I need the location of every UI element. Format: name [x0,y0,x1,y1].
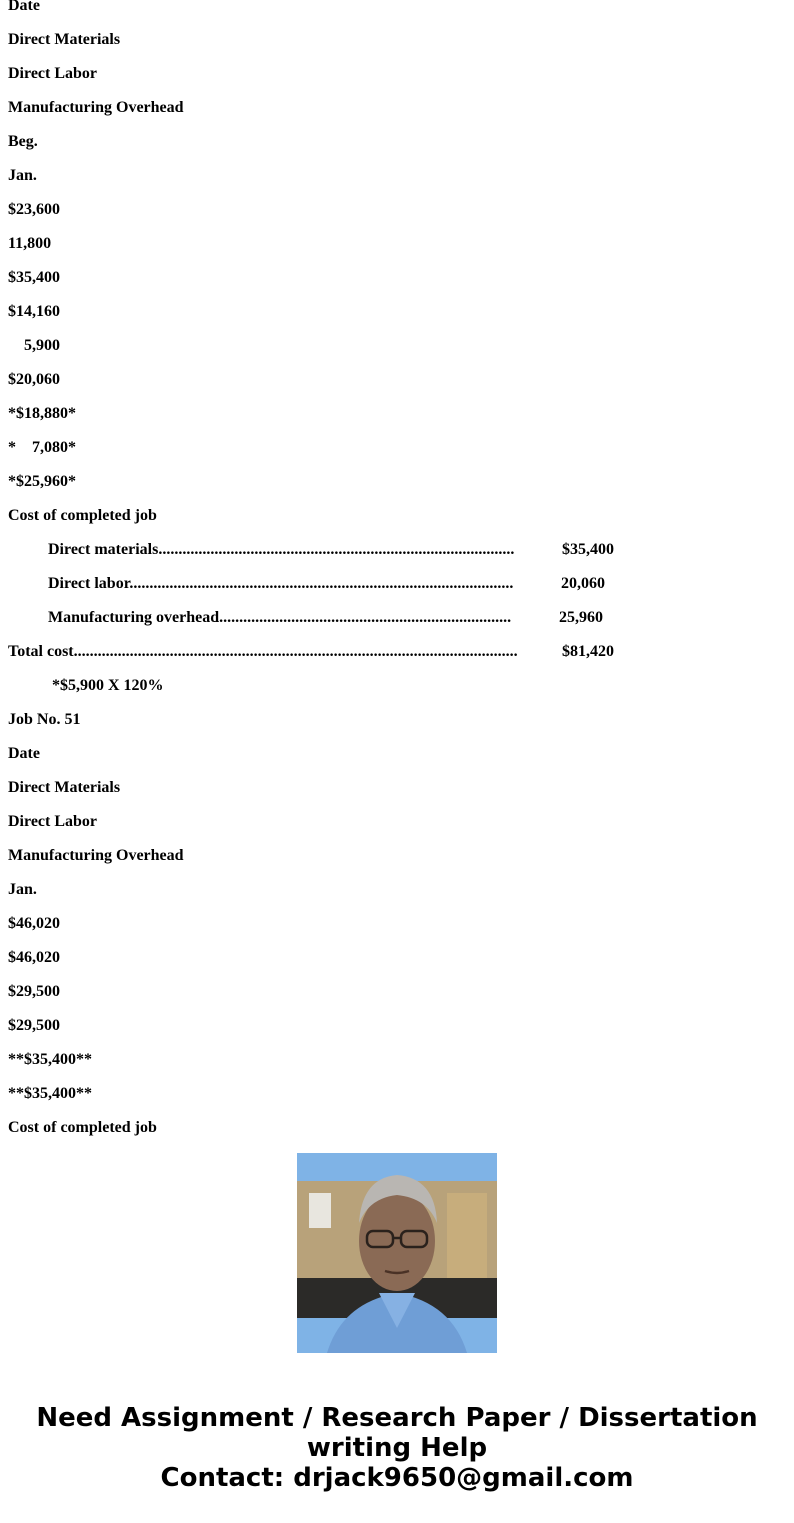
mo-jan: * 7,080* [8,439,76,456]
mo-total: *$25,960* [8,473,76,490]
summary-label-direct-labor: Direct labor................................................................................................ [48,575,514,592]
summary-value-manufacturing-overhead: 25,960 [559,609,603,626]
job-51-summary-title-partial: Cost of completed job [8,1119,157,1136]
promo-line-1: Need Assignment / Research Paper / Dissertation [36,1403,758,1433]
job-51-col-direct-materials: Direct Materials [8,779,121,796]
promo-contact-email[interactable]: Contact: drjack9650@gmail.com [160,1463,634,1493]
summary-label-manufacturing-overhead: Manufacturing overhead......................................................................... [48,609,512,626]
dm-total: $35,400 [8,269,60,286]
dl-beg: $14,160 [8,303,60,320]
total-cost-value: $81,420 [562,643,614,660]
date-beg: Beg. [8,133,38,150]
dm-jan: 11,800 [8,235,52,252]
job-51-dl-total: $29,500 [8,1017,60,1034]
footnote: *$5,900 X 120% [52,677,164,694]
job-51-col-manufacturing-overhead: Manufacturing Overhead [8,847,184,864]
job-51-dl-jan: $29,500 [8,983,60,1000]
date-jan: Jan. [8,167,37,184]
avatar [297,1153,497,1353]
promo-footer [0,1140,794,1523]
dm-beg: $23,600 [8,201,60,218]
promo-text [0,1403,794,1493]
job-51-dm-total: $46,020 [8,949,60,966]
summary-value-direct-materials: $35,400 [562,541,614,558]
job-51-dm-jan: $46,020 [8,915,60,932]
job-51-date-jan: Jan. [8,881,37,898]
total-cost-label: Total cost............................................................................................................... [8,643,518,660]
avatar-photo-icon [297,1153,497,1353]
mo-beg: *$18,880* [8,405,76,422]
job-51-header-date: Date [8,745,40,762]
dl-jan: 5,900 [8,337,60,354]
summary-label-direct-materials: Direct materials......................................................................................... [48,541,515,558]
col-direct-materials: Direct Materials [8,31,121,48]
job-51-mo-jan: **$35,400** [8,1051,92,1068]
promo-line-2: writing Help [306,1433,488,1463]
summary-title: Cost of completed job [8,507,157,524]
job-51-mo-total: **$35,400** [8,1085,92,1102]
summary-value-direct-labor: 20,060 [561,575,605,592]
header-date: Date [8,0,40,14]
col-manufacturing-overhead: Manufacturing Overhead [8,99,184,116]
job-51-col-direct-labor: Direct Labor [8,813,98,830]
col-direct-labor: Direct Labor [8,65,98,82]
job-51-title: Job No. 51 [8,711,81,728]
dl-total: $20,060 [8,371,60,388]
